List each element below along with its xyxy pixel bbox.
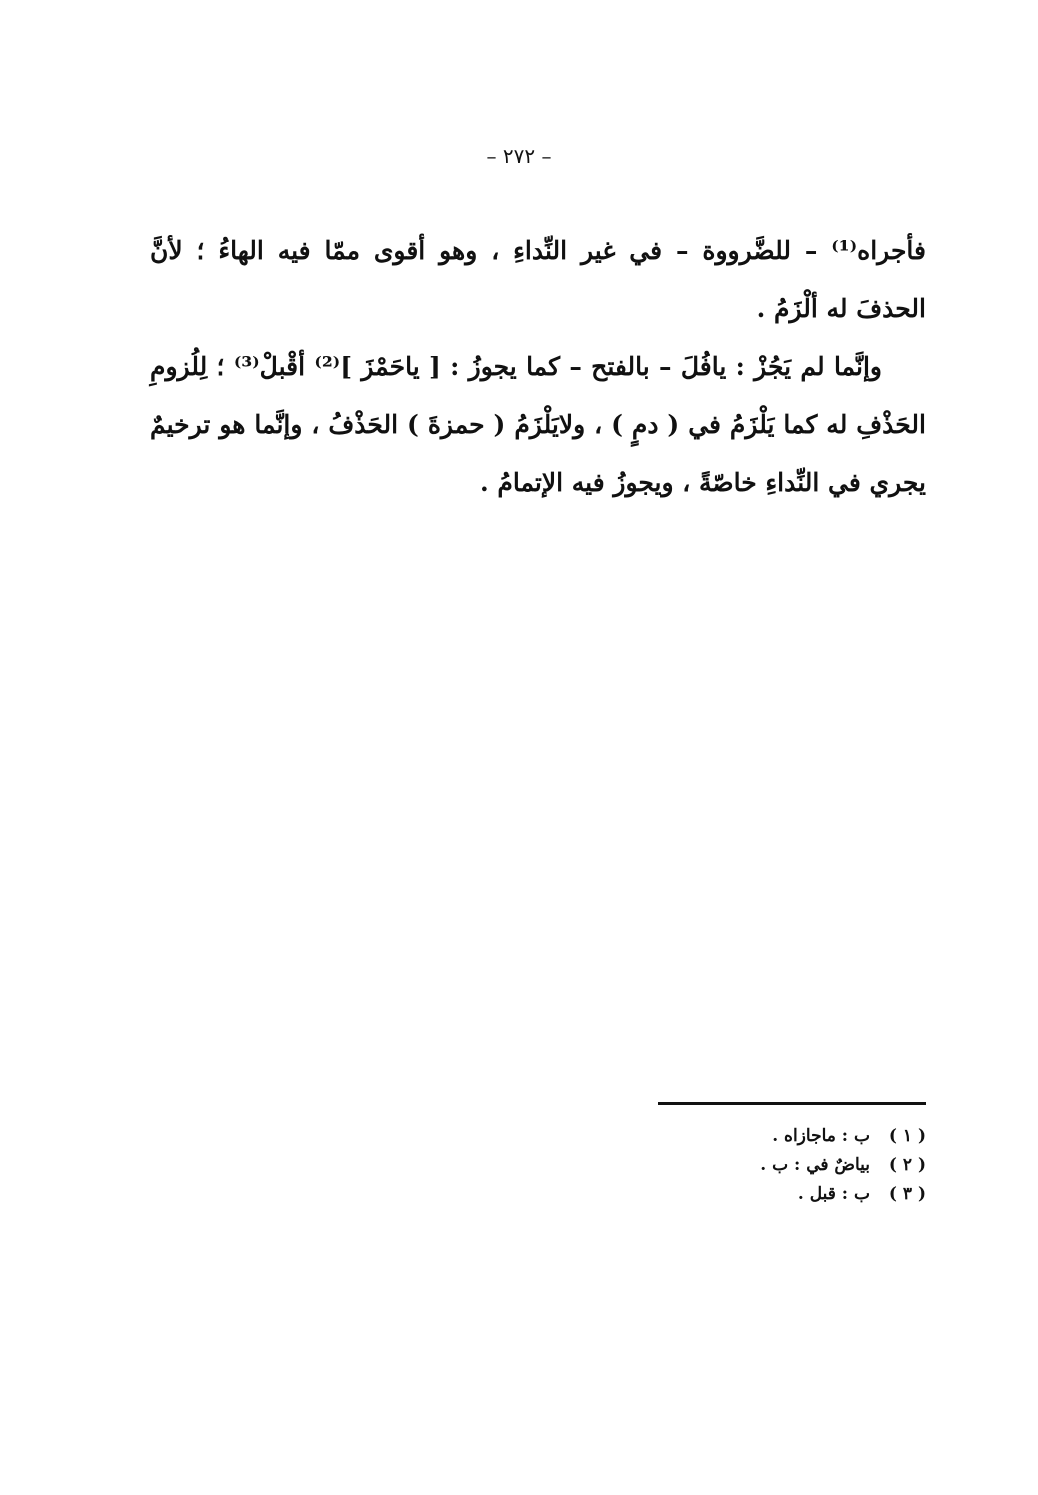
footnote-number: ( ٣ ) — [888, 1184, 926, 1204]
footnote-number: ( ٢ ) — [888, 1155, 926, 1175]
footnote-text: ب : ماجازاه . — [772, 1126, 870, 1146]
footnote — [560, 1122, 926, 1151]
footnotes — [560, 1122, 926, 1209]
paragraph: وإنَّما لم يَجُزْ : يافُلَ – بالفتح – كما يجوزُ : [ ياحَمْزَ ]⁽²⁾ أقْبلْ⁽³⁾ ؛ لِلُزومِ الحَذْفِ له كما يَلْزَمُ في ( دمٍ ) ، ولايَلْزَمُ ( حمزةَ ) الحَذْفُ ، وإنَّما هو ترخيمٌ يجري في النِّداءِ خاصّةً ، ويجوزُ فيه الإتمامُ . — [150, 352, 926, 497]
footnote-number: ( ١ ) — [888, 1126, 926, 1146]
paragraph: فأجراه⁽¹⁾ – للضَّرووة – في غير النِّداءِ ، وهو أقوى ممّا فيه الهاءُ ؛ لأنَّ الحذفَ له ألْزَمُ . — [150, 236, 926, 323]
footnote — [560, 1151, 926, 1180]
footnote — [560, 1180, 926, 1209]
footnote-divider — [658, 1102, 926, 1105]
page-number: – ٢٧٢ – — [486, 144, 552, 168]
footnote-text: ب : قبل . — [797, 1184, 870, 1204]
body-text — [150, 222, 926, 512]
footnote-text: بياضٌ في : ب . — [760, 1155, 870, 1175]
